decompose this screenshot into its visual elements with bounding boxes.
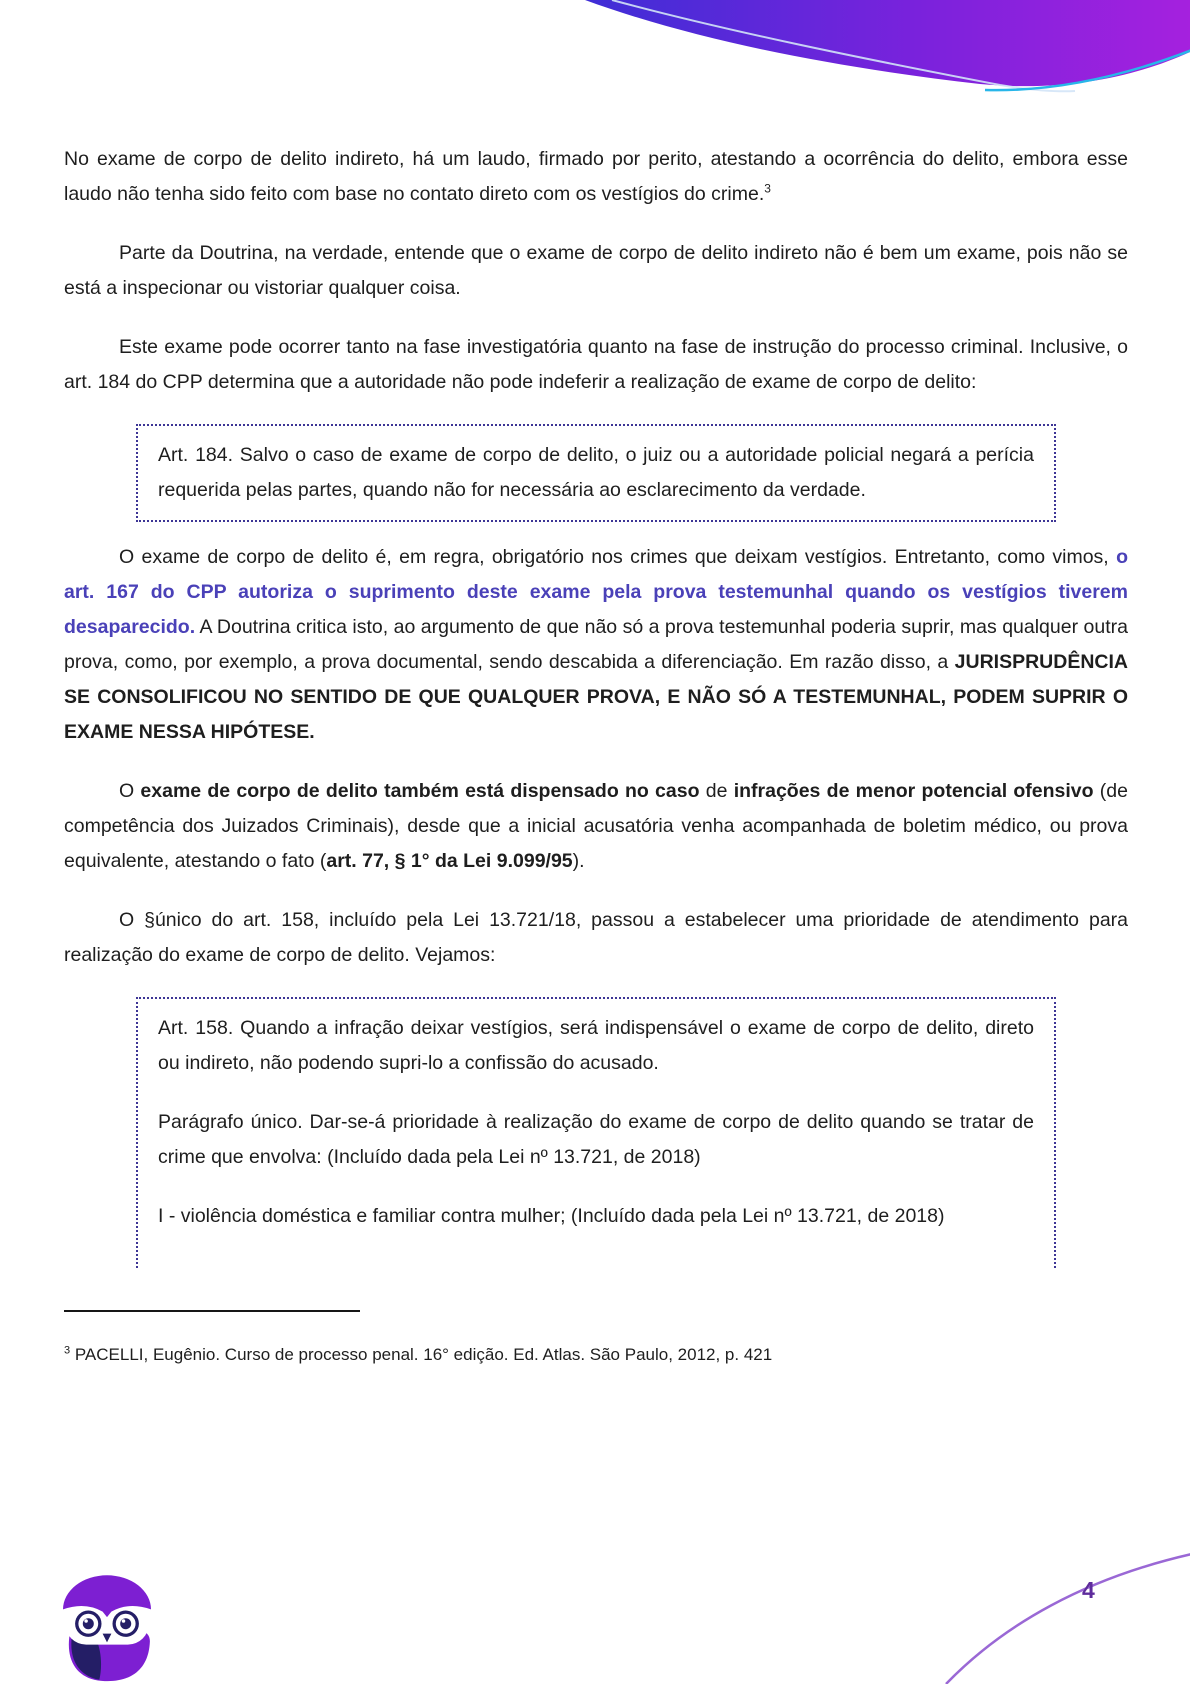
footnote-separator	[64, 1310, 360, 1312]
body-paragraph	[64, 142, 1128, 212]
page-content	[64, 0, 1128, 1368]
paragraph-text: A Doutrina critica isto, ao argumento de que não só a prova testemunhal poderia suprir, mas qualquer outra prova, como, por exemplo, a prova documental, sendo descabida a diferenciação. Em razão disso, a	[64, 616, 1128, 673]
emphasized-text: exame de corpo de delito também está dispensado no caso	[140, 780, 700, 802]
footnote-text: PACELLI, Eugênio. Curso de processo penal. 16° edição. Ed. Atlas. São Paulo, 2012, p. 421	[74, 1345, 773, 1364]
body-paragraph: Este exame pode ocorrer tanto na fase investigatória quanto na fase de instrução do processo criminal. Inclusive, o art. 184 do CPP determina que a autoridade não pode indeferir a realização de exame de corpo de delito:	[64, 336, 1128, 393]
paragraph-text: de	[699, 780, 734, 802]
footnote-ref: 3	[764, 181, 771, 196]
emphasized-text: art. 77, § 1° da Lei 9.099/95	[326, 850, 573, 872]
statute-quote-art-184	[136, 424, 1056, 522]
quote-paragraph: I - violência doméstica e familiar contra mulher; (Incluído dada pela Lei nº 13.721, de 2018)	[158, 1205, 945, 1227]
body-paragraph: O §único do art. 158, incluído pela Lei 13.721/18, passou a estabelecer uma prioridade de atendimento para realização do exame de corpo de delito. Vejamos:	[64, 909, 1128, 966]
emphasized-text-caps: JURISPRUDÊNCIA SE CONSOLIFICOU NO SENTIDO DE QUE QUALQUER PROVA, E NÃO SÓ A TESTEMUNHAL, PODEM SUPRIR O EXAME NESSA HIPÓTESE.	[64, 651, 1128, 743]
quote-paragraph: Parágrafo único. Dar-se-á prioridade à realização do exame de corpo de delito quando se tratar de crime que envolva: (Incluído dada pela Lei nº 13.721, de 2018)	[158, 1111, 1034, 1168]
footnote	[64, 1342, 1128, 1368]
paragraph-text: ).	[572, 850, 585, 872]
highlighted-text-purple: o art. 167 do CPP autoriza o suprimento deste exame pela prova testemunhal quando os vestígios tiverem desaparecido.	[64, 546, 1128, 638]
quote-paragraph: Art. 184. Salvo o caso de exame de corpo de delito, o juiz ou a autoridade policial negará a perícia requerida pelas partes, quando não for necessária ao esclarecimento da verdade.	[158, 444, 1034, 501]
quote-paragraph: Art. 158. Quando a infração deixar vestígios, será indispensável o exame de corpo de delito, direto ou indireto, não podendo supri-lo a confissão do acusado.	[158, 1017, 1034, 1074]
body-paragraph	[64, 774, 1128, 879]
paragraph-text: (de competência dos Juizados Criminais), desde que a inicial acusatória venha acompanhada de boletim médico, ou prova equivalente, atestando o fato (	[64, 780, 1128, 872]
footer-arc-decoration	[878, 1552, 1190, 1684]
statute-quote-art-158	[136, 997, 1056, 1268]
body-paragraph: Parte da Doutrina, na verdade, entende que o exame de corpo de delito indireto não é bem um exame, pois não se está a inspecionar ou vistoriar qualquer coisa.	[64, 242, 1128, 299]
paragraph-text: No exame de corpo de delito indireto, há um laudo, firmado por perito, atestando a ocorrência do delito, embora esse laudo não tenha sido feito com base no contato direto com os vestígios do crime.	[64, 148, 1128, 205]
body-paragraph	[64, 540, 1128, 750]
emphasized-text: infrações de menor potencial ofensivo	[733, 780, 1094, 802]
estrategia-owl-logo	[52, 1572, 162, 1682]
page-number: 4	[1082, 1577, 1095, 1603]
paragraph-text: O exame de corpo de delito é, em regra, obrigatório nos crimes que deixam vestígios. Entretanto, como vimos,	[119, 546, 1117, 568]
footnote-marker: 3	[64, 1344, 71, 1357]
paragraph-text: O	[119, 780, 141, 802]
